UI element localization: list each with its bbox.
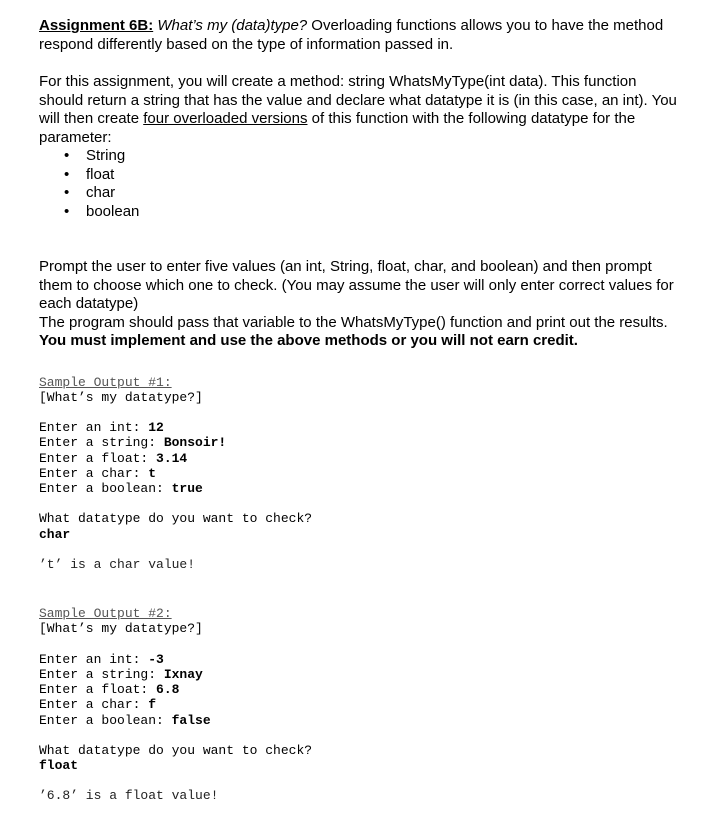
prompt-line: Enter a float: 6.8 [39,682,180,698]
prompt-line: Enter an int: 12 [39,420,164,436]
task-text-end: of this function with the following datatype for the parameter: [39,110,636,146]
bullet-icon: • [64,165,70,183]
program-text: The program should pass that variable to the WhatsMyType() function and print out the results. [39,313,668,331]
result-line: ’t’ is a char value! [39,556,196,572]
prompt-paragraph [39,258,679,351]
prompt-line: Enter a char: t [39,465,157,481]
prompt-line: Enter a boolean: true [39,480,203,496]
task-text-start: For this assignment, you will create a method: string WhatsMyType(int data). This function should return a string that has the value and declare what datatype it is (in this case, an int). You will then create [39,73,677,127]
list-item: • boolean [64,202,140,220]
sample-heading: Sample Output #2: [39,606,172,622]
prompt-text: Prompt the user to enter five values (an int, String, float, char, and boolean) and then prompt them to choose which one to check. (You may assume the user will only enter correct values for each datatype) [39,258,674,312]
assignment-document [39,17,679,804]
prompt-line: Enter a float: 3.14 [39,450,188,466]
intro-text: Overloading functions allows you to have the method respond differently based on the type of information passed in. [39,17,664,53]
datatype-list [39,147,679,221]
check-question: What datatype do you want to check? [39,742,313,758]
bullet-icon: • [64,184,70,201]
sample-output-1 [39,375,679,573]
sample-heading: Sample Output #1: [39,374,172,390]
result-line: ’6.8’ is a float value! [39,788,219,804]
sample-banner: [What’s my datatype?] [39,389,203,405]
intro-paragraph [39,17,679,54]
check-answer: char [39,526,71,542]
prompt-line: Enter a boolean: false [39,712,211,728]
prompt-line: Enter an int: -3 [39,651,164,667]
prompt-line: Enter a string: Bonsoir! [39,435,227,451]
list-item: • float [64,165,115,183]
check-question: What datatype do you want to check? [39,511,313,527]
task-paragraph [39,73,679,147]
assignment-title: Assignment 6B: [39,17,154,34]
credit-warning: You must implement and use the above methods or you will not earn credit. [39,332,578,349]
list-item: • char [64,184,116,201]
sample-banner: [What’s my datatype?] [39,621,203,637]
bullet-icon: • [64,202,70,220]
check-answer: float [39,758,79,774]
prompt-line: Enter a string: Ixnay [39,666,203,682]
task-text-underlined: four overloaded versions [143,110,308,127]
assignment-subtitle: What’s my (data)type? [153,17,308,34]
bullet-icon: • [64,147,70,164]
prompt-line: Enter a char: f [39,697,157,713]
sample-output-2 [39,606,679,804]
list-item: • String [64,147,126,164]
